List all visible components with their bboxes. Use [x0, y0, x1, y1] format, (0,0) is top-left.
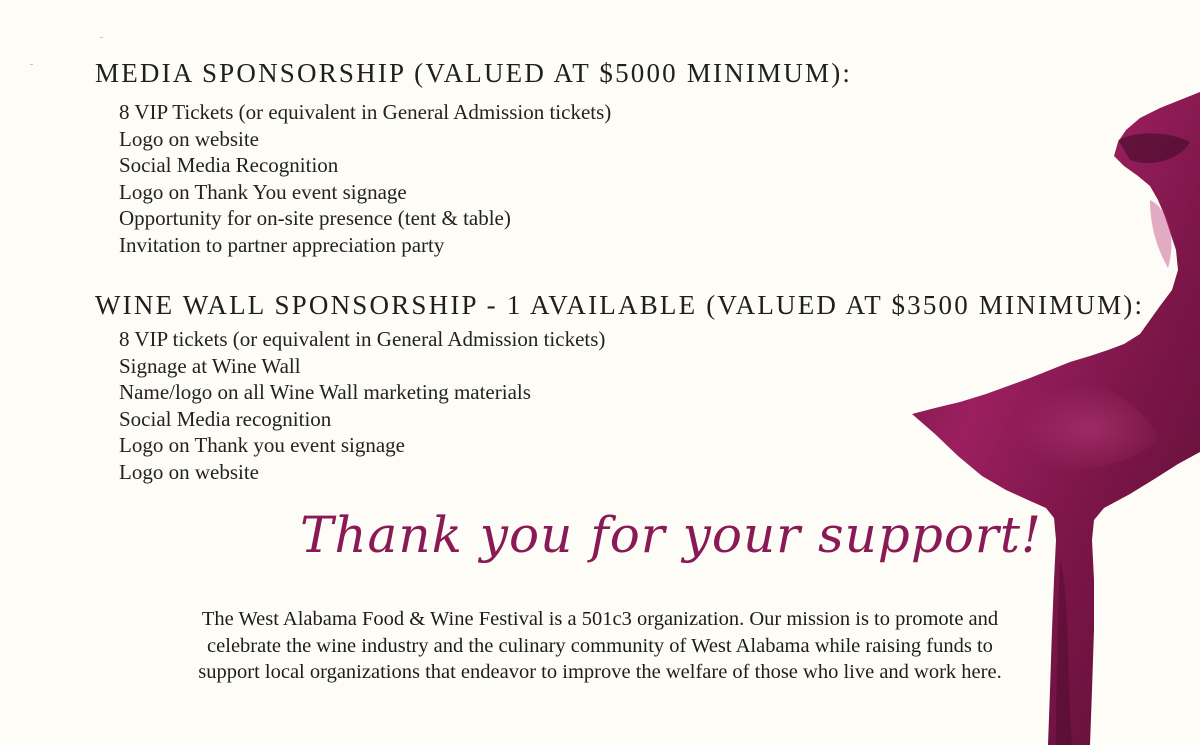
benefit-item: Social Media recognition — [119, 406, 332, 431]
wine-wall-sponsorship-title: WINE WALL SPONSORSHIP - 1 AVAILABLE (VALUED AT $3500 MINIMUM): — [95, 290, 1145, 320]
thank-you-script: Thank you for your support! — [300, 506, 1043, 564]
benefit-item: Opportunity for on-site presence (tent & table) — [119, 206, 511, 231]
benefit-item: Social Media Recognition — [119, 153, 339, 178]
benefit-item: Logo on Thank you event signage — [119, 433, 405, 458]
benefit-item: Logo on website — [119, 126, 259, 151]
paper-speck — [30, 64, 33, 65]
mission-statement: The West Alabama Food & Wine Festival is a 501c3 organization. Our mission is to promote and celebrate the wine industry and the culinary community of West Alabama while raising funds to support local organizations that endeavor to improve the welfare of those who live and work here. — [198, 608, 1002, 683]
wine-wall-sponsorship-benefits — [119, 326, 605, 486]
benefit-item: 8 VIP tickets (or equivalent in General Admission tickets) — [119, 327, 606, 351]
benefit-item: Invitation to partner appreciation party — [119, 232, 445, 257]
wine-glass-illustration — [900, 0, 1200, 745]
paper-speck — [100, 37, 103, 38]
benefit-item: Signage at Wine Wall — [119, 353, 301, 378]
benefit-item: 8 VIP Tickets (or equivalent in General Admission tickets) — [119, 100, 612, 124]
media-sponsorship-title: MEDIA SPONSORSHIP (VALUED AT $5000 MINIMUM): — [95, 58, 853, 88]
media-sponsorship-benefits — [119, 99, 611, 259]
benefit-item: Logo on website — [119, 459, 259, 484]
benefit-item: Logo on Thank You event signage — [119, 179, 407, 204]
benefit-item: Name/logo on all Wine Wall marketing materials — [119, 380, 531, 405]
